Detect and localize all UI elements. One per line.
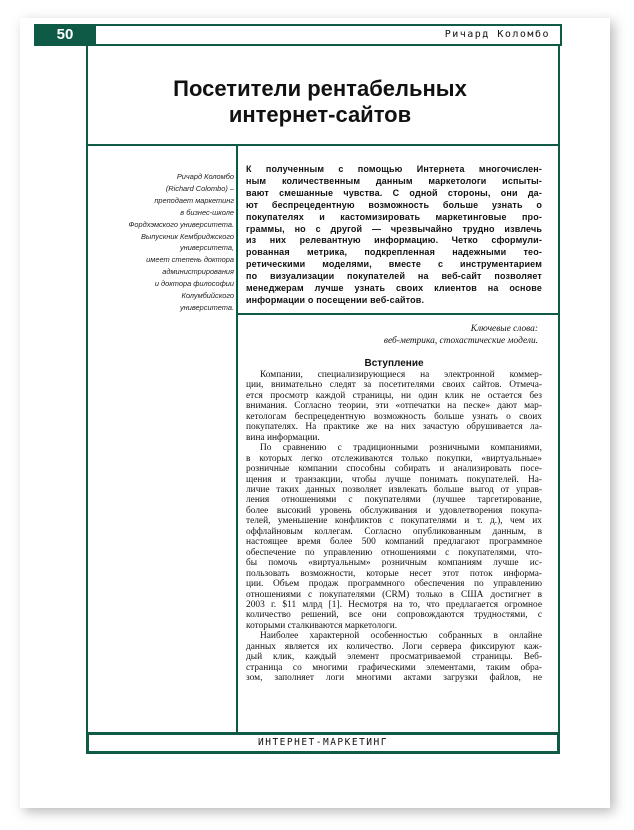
abstract-line: ным количественным данным маркетологи испыты- [246, 175, 542, 186]
body-line: обеспечение по управлению отношениями с покупателями, что- [246, 547, 542, 558]
body-line: ления отношениями с покупателями (лучшее таргетирование, [246, 495, 542, 506]
body-line: настоящее время более 500 компаний предлагают программное [246, 537, 542, 548]
body-line: отношениями с покупателями (CRM) только в США достигнет в [246, 589, 542, 600]
abstract-line: менеджерам лучше узнать своих клиентов на основе [246, 283, 542, 294]
title-line: Посетители рентабельных [173, 76, 467, 101]
body-line: количество решений, все они сопровождаются трудностями, с [246, 610, 542, 621]
author-note-line: (Richard Colombo) – [165, 183, 234, 193]
abstract-line: информации о посещении веб-сайтов. [246, 294, 425, 305]
running-head: Ричард Коломбо [96, 26, 560, 44]
footer-label: ИНТЕРНЕТ-МАРКЕТИНГ [89, 735, 557, 751]
column-divider [236, 144, 238, 732]
keywords-label: Ключевые слова: [470, 324, 538, 334]
abstract [246, 164, 542, 307]
body-line: страница со многими графическими элементами, таким обра- [246, 662, 542, 673]
abstract-line: рованная метрика, подкрепленная надежными тео- [246, 247, 542, 258]
body-line: ется просмотр каждой страницы, ни один клик не остается без [246, 390, 542, 401]
body-line: данных является их количество. Логи сервера фиксируют каж- [246, 641, 542, 652]
body-line: пользовать возможности, которые несет этот поток информа- [246, 568, 542, 579]
body-line: кетологам беспрецедентную возможность больше узнать о своих [246, 411, 542, 422]
title-divider [86, 144, 560, 146]
page-number: 50 [34, 24, 96, 46]
magazine-page [20, 18, 610, 808]
body-line: более высокий уровень обслуживания и удовлетворения покупа- [246, 505, 542, 516]
abstract-line: из них релевантную информацию. Четко сформули- [246, 235, 542, 246]
body-line: ции, внимательно следят за посетителями своих сайтов. Отмеча- [246, 380, 542, 391]
author-note-line: Колумбийского [181, 291, 234, 301]
body-line: 2003 г. $11 млрд [1]. Несмотря на то, что предлагается огромное [246, 599, 542, 610]
body-line: покупателях. На практике же на них зачастую обрушивается ла- [246, 422, 542, 433]
body-line: личие таких данных позволяет извлекать больше выгод от управ- [246, 484, 542, 495]
title-line: интернет-сайтов [228, 102, 412, 127]
author-note-line: в бизнес-школе [180, 207, 234, 217]
author-note-line: университета, [179, 243, 234, 253]
author-note-line: и доктора философии [154, 279, 234, 289]
body-line: щения и транзакции, чтобы лучше понимать покупателей. На- [246, 474, 542, 485]
keywords [246, 324, 538, 347]
body-line: По сравнению с традиционными розничными компаниями, [260, 443, 542, 454]
abstract-line: ретическими моделями, вместе с инструментарием [246, 259, 542, 270]
body-line: Компании, специализирующиеся на электронной коммер- [260, 370, 542, 380]
author-note-line: преподает маркетинг [154, 195, 234, 205]
abstract-line: ют беспрецедентную возможность больше узнать о [246, 199, 542, 210]
keywords-value: веб-метрика, стохастические модели. [383, 335, 538, 346]
abstract-line: К полученным с помощью Интернета многочислен- [246, 164, 542, 174]
body-line: в которых легко отслеживаются только покупки, «виртуальные» [246, 453, 542, 464]
body-line: внимания. Согласно теории, эти «отпечатки на песке» дают мар- [246, 401, 542, 412]
author-note-line: Выпускник Кембриджского [141, 231, 234, 241]
body-line: розничные компании способны собирать и анализировать посе- [246, 464, 542, 475]
author-note [100, 171, 234, 314]
body-text [246, 370, 542, 684]
article-title [100, 76, 540, 128]
body-line: которыми сталкиваются маркетологи. [246, 620, 398, 631]
body-line: ции. Объем продаж программного обеспечения по управлению [246, 579, 542, 590]
footer-bar [86, 732, 560, 754]
body-line: бы помочь «виртуальным» розничным компаниям лучше ис- [246, 558, 542, 569]
body-line: телей, уменьшение конфликтов с покупателями и т. д.), чем их [246, 516, 542, 527]
author-note-line: университета. [179, 302, 234, 312]
abstract-line: покупателях и кастомизировать маркетинговые про- [246, 211, 542, 222]
body-line: вина информации. [246, 432, 320, 443]
section-heading: Вступление [364, 358, 424, 369]
author-note-line: имеет степень доктора [146, 255, 234, 265]
abstract-line: по визуализации покупателей на веб-сайт позволяет [246, 271, 542, 282]
body-line: Наиболее характерной особенностью собранных в онлайне [260, 631, 542, 642]
body-line: зом, заполняет логи многими актами загрузки файлов, не [246, 673, 542, 684]
abstract-line: граммы, но с другой — чрезвычайно трудно извлечь [246, 223, 542, 234]
author-note-line: Фордхэмского университета. [128, 219, 234, 229]
abstract-divider [236, 313, 560, 315]
author-note-line: Ричард Коломбо [176, 172, 234, 181]
body-line: дый клик, каждый элемент просматриваемой страницы. Веб- [246, 652, 542, 663]
body-line: оффлайновым коллегам. Согласно опубликованным данным, в [246, 526, 542, 537]
author-note-line: администрирования [162, 267, 234, 277]
abstract-line: вают смешанные чувства. С одной стороны, они да- [246, 187, 542, 198]
